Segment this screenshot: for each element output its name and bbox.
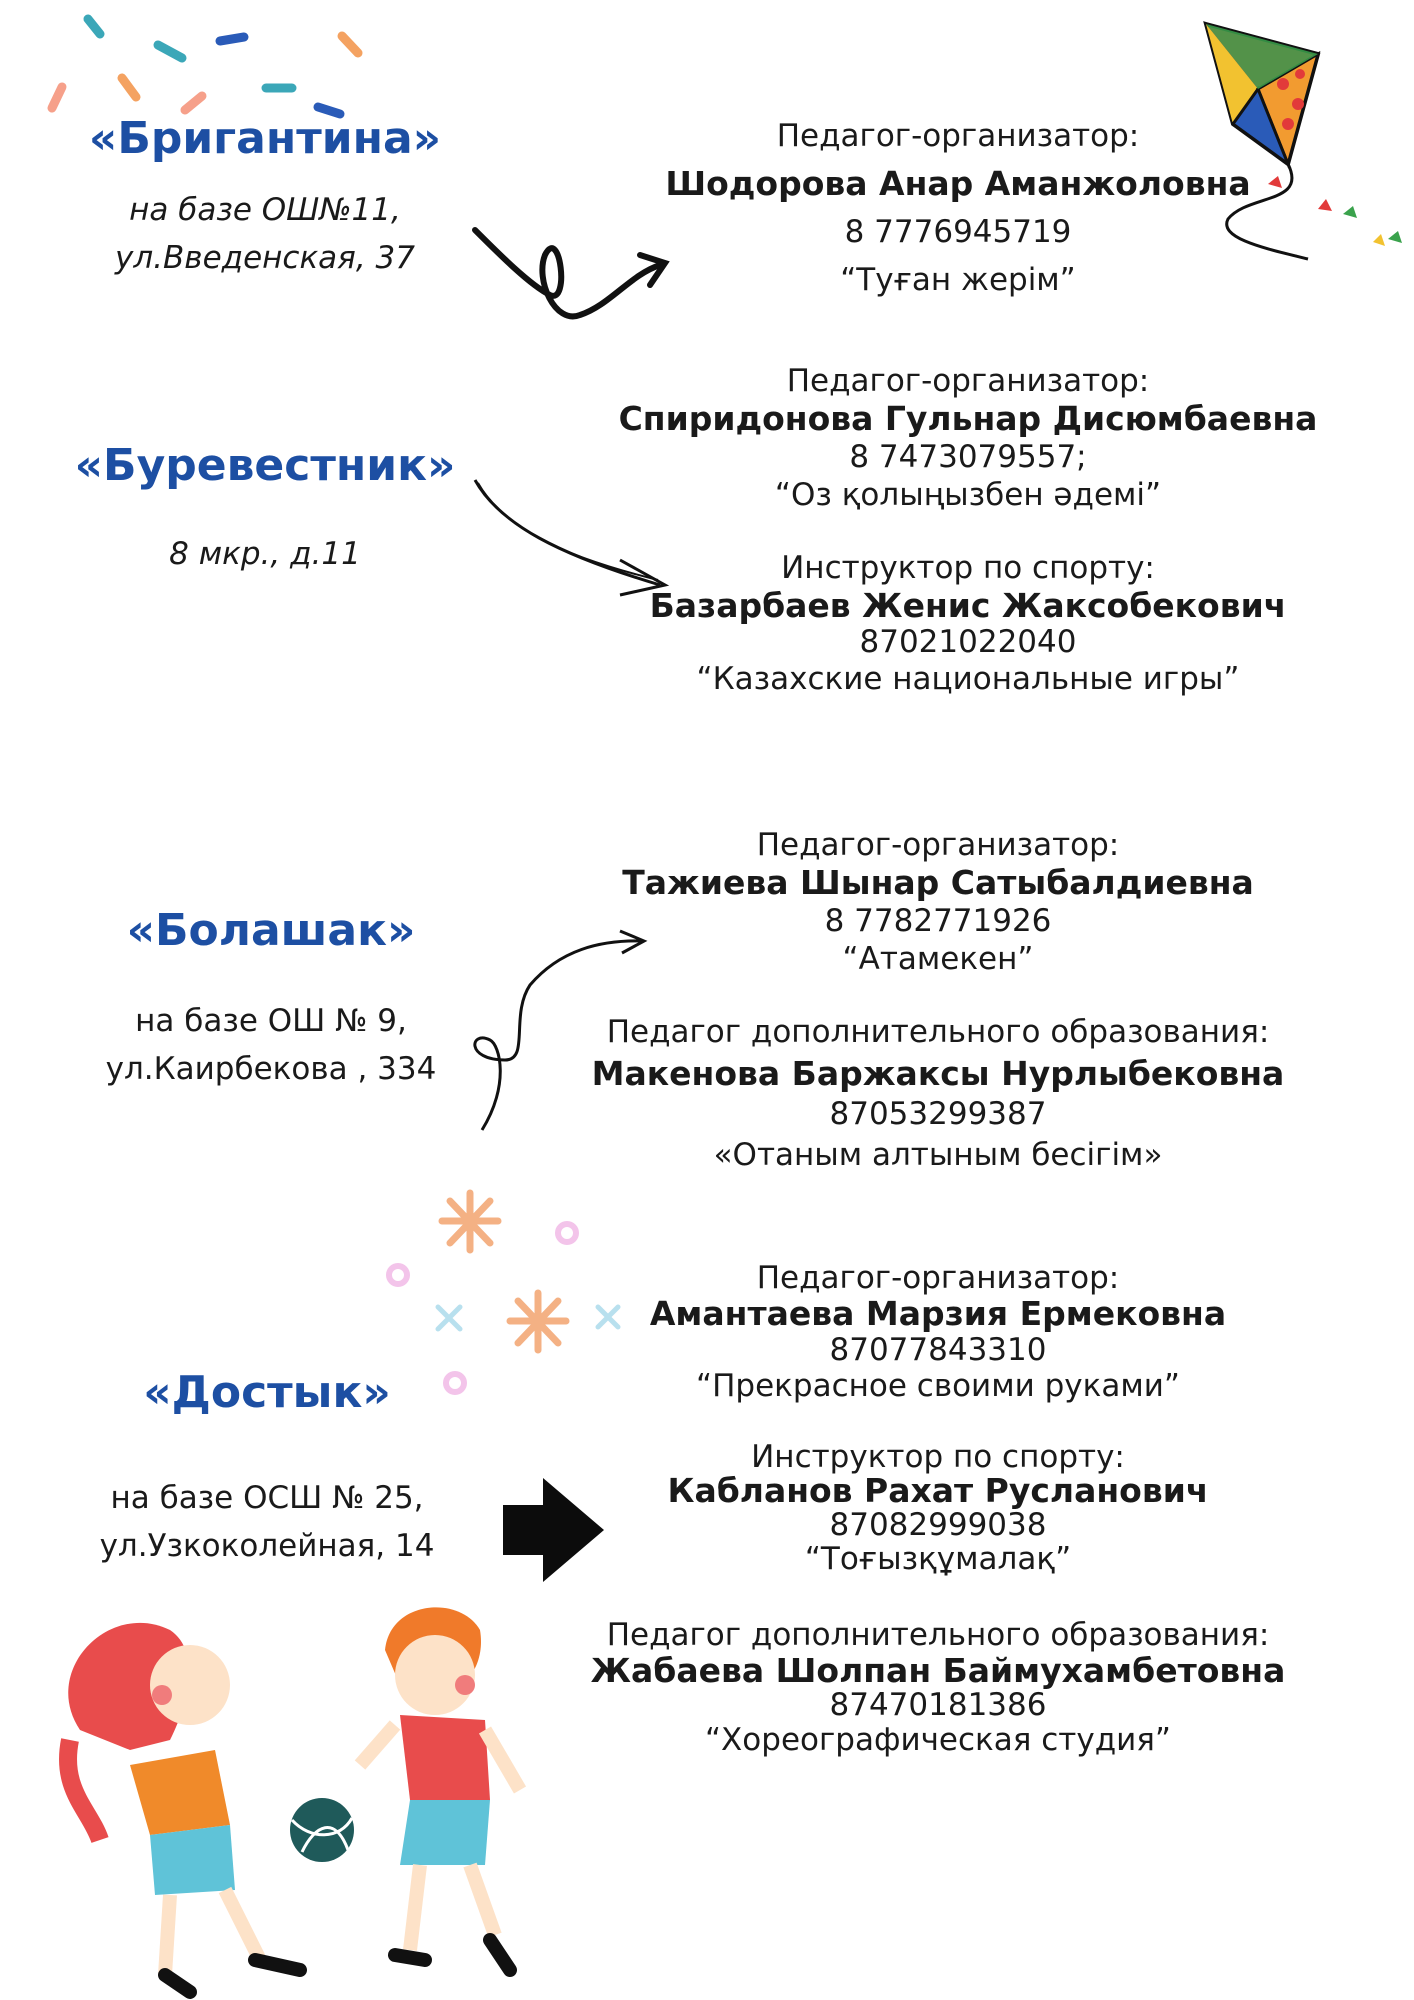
staff-name: Спиридонова Гульнар Дисюмбаевна [618, 399, 1318, 438]
staff-program: “Тоғызқұмалақ” [804, 1541, 1072, 1577]
staff-name: Кабланов Рахат Русланович [667, 1471, 1209, 1510]
address-line: 8 мкр., д.11 [169, 536, 361, 572]
club-address-dostyk [0, 1474, 537, 1570]
staff-phone: 87077843310 [829, 1332, 1047, 1368]
staff-role: Педагог-организатор: [756, 827, 1120, 863]
address-line: ул.Каирбекова , 334 [105, 1051, 437, 1087]
staff-phone: 87053299387 [829, 1096, 1047, 1132]
staff-name: Шодорова Анар Аманжоловна [665, 164, 1251, 203]
club-title-bolashak: «Болашак» [126, 905, 416, 956]
staff-role: Инструктор по спорту: [781, 550, 1155, 586]
staff-program: “Хореографическая студия” [705, 1722, 1171, 1758]
club-title-brigantina: «Бригантина» [88, 113, 442, 164]
staff-role: Инструктор по спорту: [751, 1439, 1125, 1475]
staff-name: Тажиева Шынар Сатыбалдиевна [622, 863, 1254, 902]
staff-program: «Отаным алтыным бесігім» [713, 1137, 1163, 1173]
staff-phone: 8 7776945719 [844, 214, 1072, 250]
staff-phone: 8 7473079557; [849, 439, 1087, 475]
staff-role: Педагог дополнительного образования: [606, 1014, 1270, 1050]
confetti-decoration [40, 10, 400, 120]
staff-program: “Туған жерім” [840, 262, 1076, 298]
staff-card-dostyk-3 [558, 1618, 1318, 1758]
staff-name: Макенова Баржаксы Нурлыбековна [591, 1054, 1285, 1093]
club-address-bolashak [1, 997, 541, 1093]
address-line: ул.Введенская, 37 [115, 240, 415, 276]
staff-role: Педагог дополнительного образования: [606, 1617, 1270, 1653]
staff-program: “Атамекен” [842, 941, 1034, 977]
staff-role: Педагог-организатор: [776, 118, 1140, 154]
staff-program: “Прекрасное своими руками” [696, 1368, 1180, 1404]
staff-program: “Оз қолыңызбен әдемі” [774, 477, 1162, 513]
children-playing-ball-illustration [40, 1590, 560, 2000]
staff-card-dostyk-1 [558, 1260, 1318, 1404]
club-title-burevestnik: «Буревестник» [74, 440, 456, 491]
staff-card-dostyk-2 [558, 1440, 1318, 1576]
staff-role: Педагог-организатор: [756, 1260, 1120, 1296]
staff-phone: 8 7782771926 [824, 903, 1052, 939]
staff-phone: 87082999038 [829, 1507, 1047, 1543]
address-line: на базе ОСШ № 25, [110, 1480, 424, 1516]
staff-name: Амантаева Марзия Ермековна [649, 1294, 1227, 1333]
staff-card-brigantina-1 [578, 112, 1338, 304]
staff-card-bolashak-1 [558, 826, 1318, 978]
staff-name: Жабаева Шолпан Баймухамбетовна [590, 1651, 1286, 1690]
staff-card-burevestnik-2 [588, 550, 1348, 698]
club-address-brigantina [0, 186, 535, 282]
address-line: на базе ОШ № 9, [135, 1003, 407, 1039]
staff-card-bolashak-2 [558, 1012, 1318, 1176]
staff-phone: 87021022040 [859, 624, 1077, 660]
club-address-burevestnik [0, 530, 535, 578]
staff-program: “Казахские национальные игры” [696, 661, 1240, 697]
staff-role: Педагог-организатор: [786, 363, 1150, 399]
address-line: на базе ОШ№11, [129, 192, 401, 228]
club-title-dostyk: «Достык» [143, 1367, 391, 1418]
staff-phone: 87470181386 [829, 1687, 1047, 1723]
staff-name: Базарбаев Женис Жаксобекович [649, 586, 1287, 625]
address-line: ул.Узкоколейная, 14 [99, 1528, 435, 1564]
staff-card-burevestnik-1 [588, 362, 1348, 514]
